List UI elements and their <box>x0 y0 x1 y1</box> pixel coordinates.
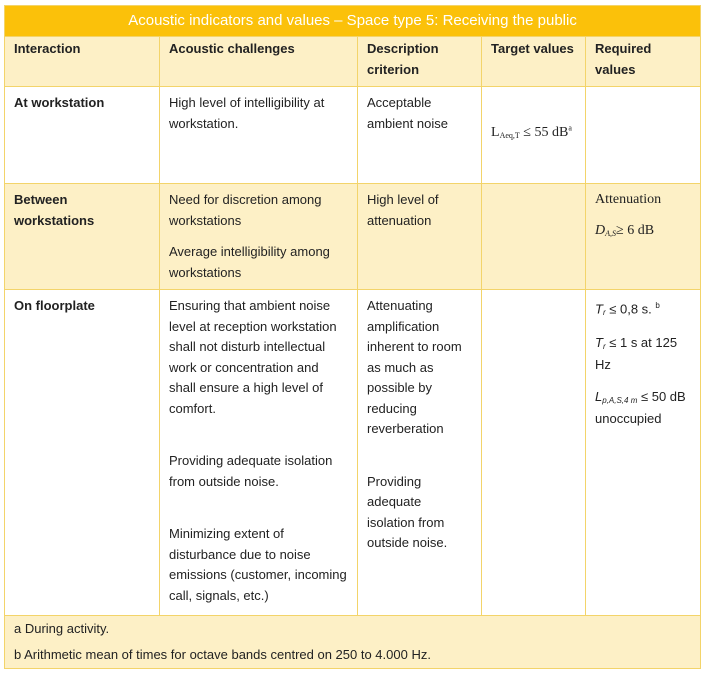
table-row <box>5 290 701 616</box>
header-acoustic-challenges: Acoustic challenges <box>160 37 358 87</box>
target-cell <box>482 290 586 616</box>
header-required-values: Required values <box>586 37 701 87</box>
interaction-cell: Between workstations <box>5 184 160 290</box>
challenge-text: Minimizing extent of disturbance due to noise emissions (customer, incoming call, signals, etc.) <box>169 526 347 603</box>
required-value: Tr ≤ 1 s at 125 Hz <box>595 334 678 373</box>
required-value: Lp,A,S,4 m ≤ 50 dB unoccupied <box>595 388 686 427</box>
required-value: DA,S≥ 6 dB <box>595 222 655 238</box>
target-cell <box>482 184 586 290</box>
acoustic-table-container <box>4 5 700 669</box>
challenges-cell <box>160 184 358 290</box>
challenge-text: Need for discretion among workstations <box>169 192 322 228</box>
challenges-cell <box>160 290 358 616</box>
footnote-a: a During activity. <box>5 616 701 643</box>
table-row <box>5 184 701 290</box>
footnote-row <box>5 616 701 643</box>
interaction-cell: On floorplate <box>5 290 160 616</box>
footnote-b: b Arithmetic mean of times for octave bands centred on 250 to 4.000 Hz. <box>5 642 701 669</box>
interaction-cell: At workstation <box>5 87 160 184</box>
required-cell <box>586 87 701 184</box>
criterion-cell <box>358 87 482 184</box>
criterion-cell <box>358 184 482 290</box>
challenge-text: High level of intelligibility at workstation. <box>169 95 325 131</box>
challenges-cell <box>160 87 358 184</box>
challenge-text: Average intelligibility among workstations <box>169 244 330 280</box>
criterion-text: Acceptable ambient noise <box>367 95 448 131</box>
required-line: Attenuation <box>595 192 662 207</box>
target-cell <box>482 87 586 184</box>
criterion-cell <box>358 290 482 616</box>
criterion-text: Providing adequate isolation from outside noise. <box>367 473 448 550</box>
criterion-text: High level of attenuation <box>367 192 439 228</box>
footnote-row <box>5 642 701 669</box>
target-value: LAeq,T ≤ 55 $dB^a$ <box>491 123 572 140</box>
table-header-row <box>5 37 701 87</box>
required-value: Tr ≤ 0,8 s. $^b$ <box>595 301 660 318</box>
header-target-values: Target values <box>482 37 586 87</box>
acoustic-table <box>4 5 701 669</box>
header-interaction: Interaction <box>5 37 160 87</box>
criterion-text: Attenuating amplification inherent to room as much as possible by reducing reverberation <box>367 298 462 436</box>
challenge-text: Ensuring that ambient noise level at reception workstation shall not disturb intellectual work or concentration and shall ensure a high level of comfort. <box>169 298 337 416</box>
required-cell <box>586 290 701 616</box>
challenge-text: Providing adequate isolation from outside noise. <box>169 453 333 489</box>
required-cell <box>586 184 701 290</box>
header-description-criterion: Description criterion <box>358 37 482 87</box>
table-title: Acoustic indicators and values – Space type 5: Receiving the public <box>5 6 701 37</box>
table-row <box>5 87 701 184</box>
